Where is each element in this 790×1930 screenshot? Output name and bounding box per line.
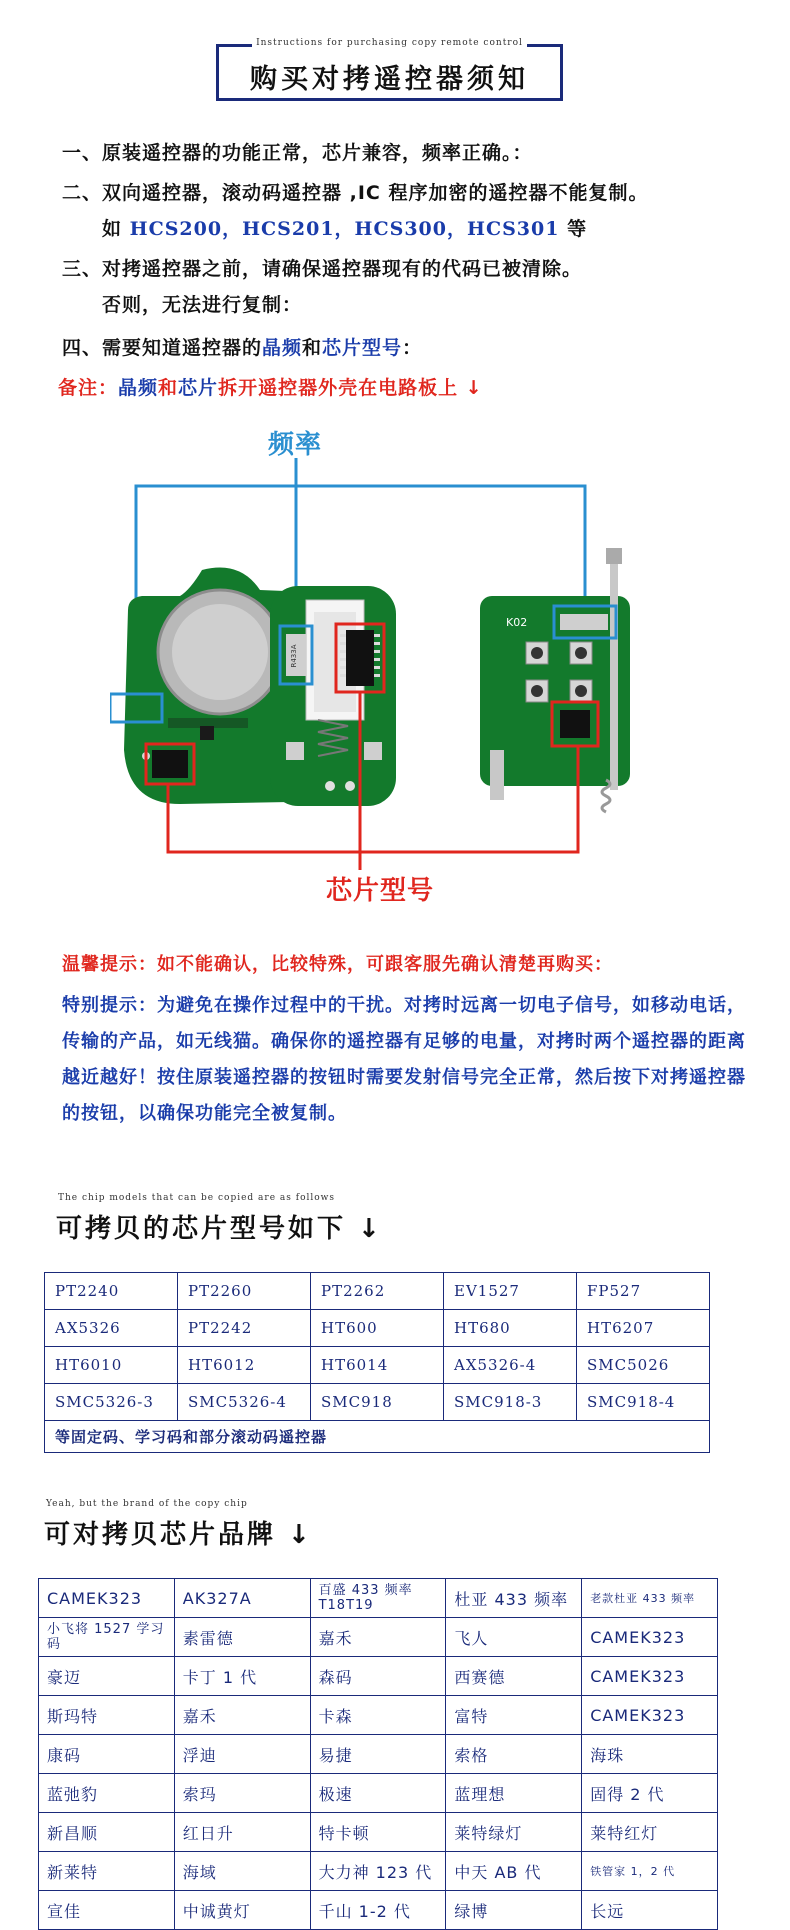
brand-cell: 小飞将 1527 学习码 <box>39 1618 175 1657</box>
chip-cell: AX5326-4 <box>444 1347 577 1384</box>
note-2-prefix: 如 <box>102 218 130 240</box>
chip-cell: SMC918 <box>311 1384 444 1421</box>
table-row <box>39 1735 718 1774</box>
brand-cell: 蓝弛豹 <box>39 1774 175 1813</box>
chip-cell: AX5326 <box>45 1310 178 1347</box>
note-2-suffix: 等 <box>559 218 588 240</box>
remark <box>58 373 483 400</box>
chip-cell: SMC5326-4 <box>178 1384 311 1421</box>
brand-cell: 富特 <box>446 1696 582 1735</box>
brand-section-title: 可对拷贝芯片品牌 ↓ <box>44 1520 313 1550</box>
brand-cell: 素雷德 <box>174 1618 310 1657</box>
chip-section-title: 可拷贝的芯片型号如下 ↓ <box>56 1214 383 1244</box>
special-tip: 特别提示：为避免在操作过程中的干扰。对拷时远离一切电子信号，如移动电话，传输的产品，如无线猫。确保你的遥控器有足够的电量，对拷时两个遥控器的距离越近越好！按住原装遥控器的按钮时需要发射信号完全正常，然后按下对拷遥控器的按钮，以确保功能完全被复制。 <box>62 995 746 1124</box>
chip-model-label: 芯片型号 <box>326 876 435 906</box>
table-row <box>39 1852 718 1891</box>
brand-cell: 森码 <box>310 1657 446 1696</box>
brand-cell: 宣佳 <box>39 1891 175 1930</box>
note-2: 二、双向遥控器，滚动码遥控器 ,IC 程序加密的遥控器不能复制。 <box>62 182 649 204</box>
chip-cell: EV1527 <box>444 1273 577 1310</box>
brand-cell: 新莱特 <box>39 1852 175 1891</box>
table-row <box>45 1421 710 1453</box>
crystal-marking: R433A <box>290 644 298 668</box>
table-row <box>39 1657 718 1696</box>
brand-cell: 莱特绿灯 <box>446 1813 582 1852</box>
brand-cell: 海域 <box>174 1852 310 1891</box>
brand-cell: 特卡顿 <box>310 1813 446 1852</box>
brand-cell: 西赛德 <box>446 1657 582 1696</box>
header-subtitle: Instructions for purchasing copy remote control <box>219 38 560 48</box>
remark-crystal: 晶频 <box>118 377 159 399</box>
chip-cell: SMC5326-3 <box>45 1384 178 1421</box>
chip-cell: FP527 <box>577 1273 710 1310</box>
chip-cell: HT6012 <box>178 1347 311 1384</box>
brand-cell: 铁管家 1，2 代 <box>582 1852 718 1891</box>
chip-cell: HT600 <box>311 1310 444 1347</box>
table-row <box>39 1774 718 1813</box>
chip-cell: HT680 <box>444 1310 577 1347</box>
chip-cell: SMC918-4 <box>577 1384 710 1421</box>
brand-cell: 莱特红灯 <box>582 1813 718 1852</box>
chip-cell: PT2242 <box>178 1310 311 1347</box>
brand-cell: 嘉禾 <box>174 1696 310 1735</box>
note-3: 三、对拷遥控器之前，请确保遥控器现有的代码已被清除。 <box>62 258 583 280</box>
chip-cell: HT6207 <box>577 1310 710 1347</box>
warm-tip: 温馨提示：如不能确认，比较特殊，可跟客服先确认清楚再购买： <box>62 954 613 975</box>
pcb-illustration <box>110 420 670 900</box>
table-row <box>45 1347 710 1384</box>
note-2-models <box>102 214 587 241</box>
remark-chip: 芯片 <box>178 377 219 399</box>
remark-label: 备注： <box>58 377 119 399</box>
brand-cell: 斯玛特 <box>39 1696 175 1735</box>
brand-cell: 大力神 123 代 <box>310 1852 446 1891</box>
note-1: 一、原装遥控器的功能正常，芯片兼容，频率正确。： <box>62 142 533 164</box>
brand-cell: CAMEK323 <box>582 1696 718 1735</box>
note-4-and: 和 <box>302 337 323 359</box>
chip-model-table <box>44 1272 710 1453</box>
table-row <box>45 1273 710 1310</box>
chip-cell: SMC918-3 <box>444 1384 577 1421</box>
note-4-chip: 芯片型号 <box>322 337 403 359</box>
remark-text: 拆开遥控器外壳在电路板上 ↓ <box>218 377 483 399</box>
brand-cell: 长远 <box>582 1891 718 1930</box>
note-4-colon: ： <box>402 337 423 359</box>
note-2-model-list: HCS200，HCS201，HCS300，HCS301 <box>129 218 560 240</box>
brand-cell: 索玛 <box>174 1774 310 1813</box>
brand-cell: 老款杜亚 433 频率 <box>582 1579 718 1618</box>
chip-section-subtitle: The chip models that can be copied are as follows <box>58 1193 335 1203</box>
table-row <box>39 1891 718 1930</box>
brand-section-subtitle: Yeah, but the brand of the copy chip <box>46 1499 248 1509</box>
chip-cell: SMC5026 <box>577 1347 710 1384</box>
frequency-label: 频率 <box>268 430 323 460</box>
table-row <box>39 1618 718 1657</box>
chip-table-footer: 等固定码、学习码和部分滚动码遥控器 <box>45 1421 710 1453</box>
brand-cell: 千山 1-2 代 <box>310 1891 446 1930</box>
brand-cell: 红日升 <box>174 1813 310 1852</box>
brand-cell: 豪迈 <box>39 1657 175 1696</box>
brand-cell: 嘉禾 <box>310 1618 446 1657</box>
table-row <box>45 1384 710 1421</box>
brand-cell: 极速 <box>310 1774 446 1813</box>
brand-cell: CAMEK323 <box>582 1618 718 1657</box>
brand-cell: 索格 <box>446 1735 582 1774</box>
pcb-board-3 <box>480 548 630 812</box>
note-3b: 否则，无法进行复制： <box>102 294 303 316</box>
board-marking: K02 <box>506 616 528 629</box>
table-row <box>39 1579 718 1618</box>
remark-and: 和 <box>158 377 179 399</box>
brand-cell: 海珠 <box>582 1735 718 1774</box>
brand-cell: 中诚黄灯 <box>174 1891 310 1930</box>
table-row <box>39 1813 718 1852</box>
pcb-board-2 <box>270 586 396 806</box>
chip-cell: HT6014 <box>311 1347 444 1384</box>
table-row <box>39 1696 718 1735</box>
chip-cell: PT2240 <box>45 1273 178 1310</box>
brand-cell: 新昌顺 <box>39 1813 175 1852</box>
brand-cell: 康码 <box>39 1735 175 1774</box>
brand-cell: CAMEK323 <box>39 1579 175 1618</box>
page-title: 购买对拷遥控器须知 <box>250 64 529 95</box>
chip-cell: PT2262 <box>311 1273 444 1310</box>
brand-cell: 中天 AB 代 <box>446 1852 582 1891</box>
brand-cell: 易捷 <box>310 1735 446 1774</box>
chip-cell: PT2260 <box>178 1273 311 1310</box>
brand-cell: 浮迪 <box>174 1735 310 1774</box>
chip-cell: HT6010 <box>45 1347 178 1384</box>
brand-cell: 绿博 <box>446 1891 582 1930</box>
brand-cell: 杜亚 433 频率 <box>446 1579 582 1618</box>
brand-table <box>38 1578 718 1930</box>
note-4-crystal: 晶频 <box>262 337 303 359</box>
brand-cell: 卡丁 1 代 <box>174 1657 310 1696</box>
note-4 <box>62 333 422 360</box>
brand-cell: 固得 2 代 <box>582 1774 718 1813</box>
header-box <box>216 38 563 101</box>
note-4-a: 四、需要知道遥控器的 <box>62 337 263 359</box>
brand-cell: CAMEK323 <box>582 1657 718 1696</box>
brand-cell: AK327A <box>174 1579 310 1618</box>
table-row <box>45 1310 710 1347</box>
brand-cell: 蓝理想 <box>446 1774 582 1813</box>
brand-cell: 百盛 433 频率 T18T19 <box>310 1579 446 1618</box>
brand-cell: 飞人 <box>446 1618 582 1657</box>
brand-cell: 卡森 <box>310 1696 446 1735</box>
